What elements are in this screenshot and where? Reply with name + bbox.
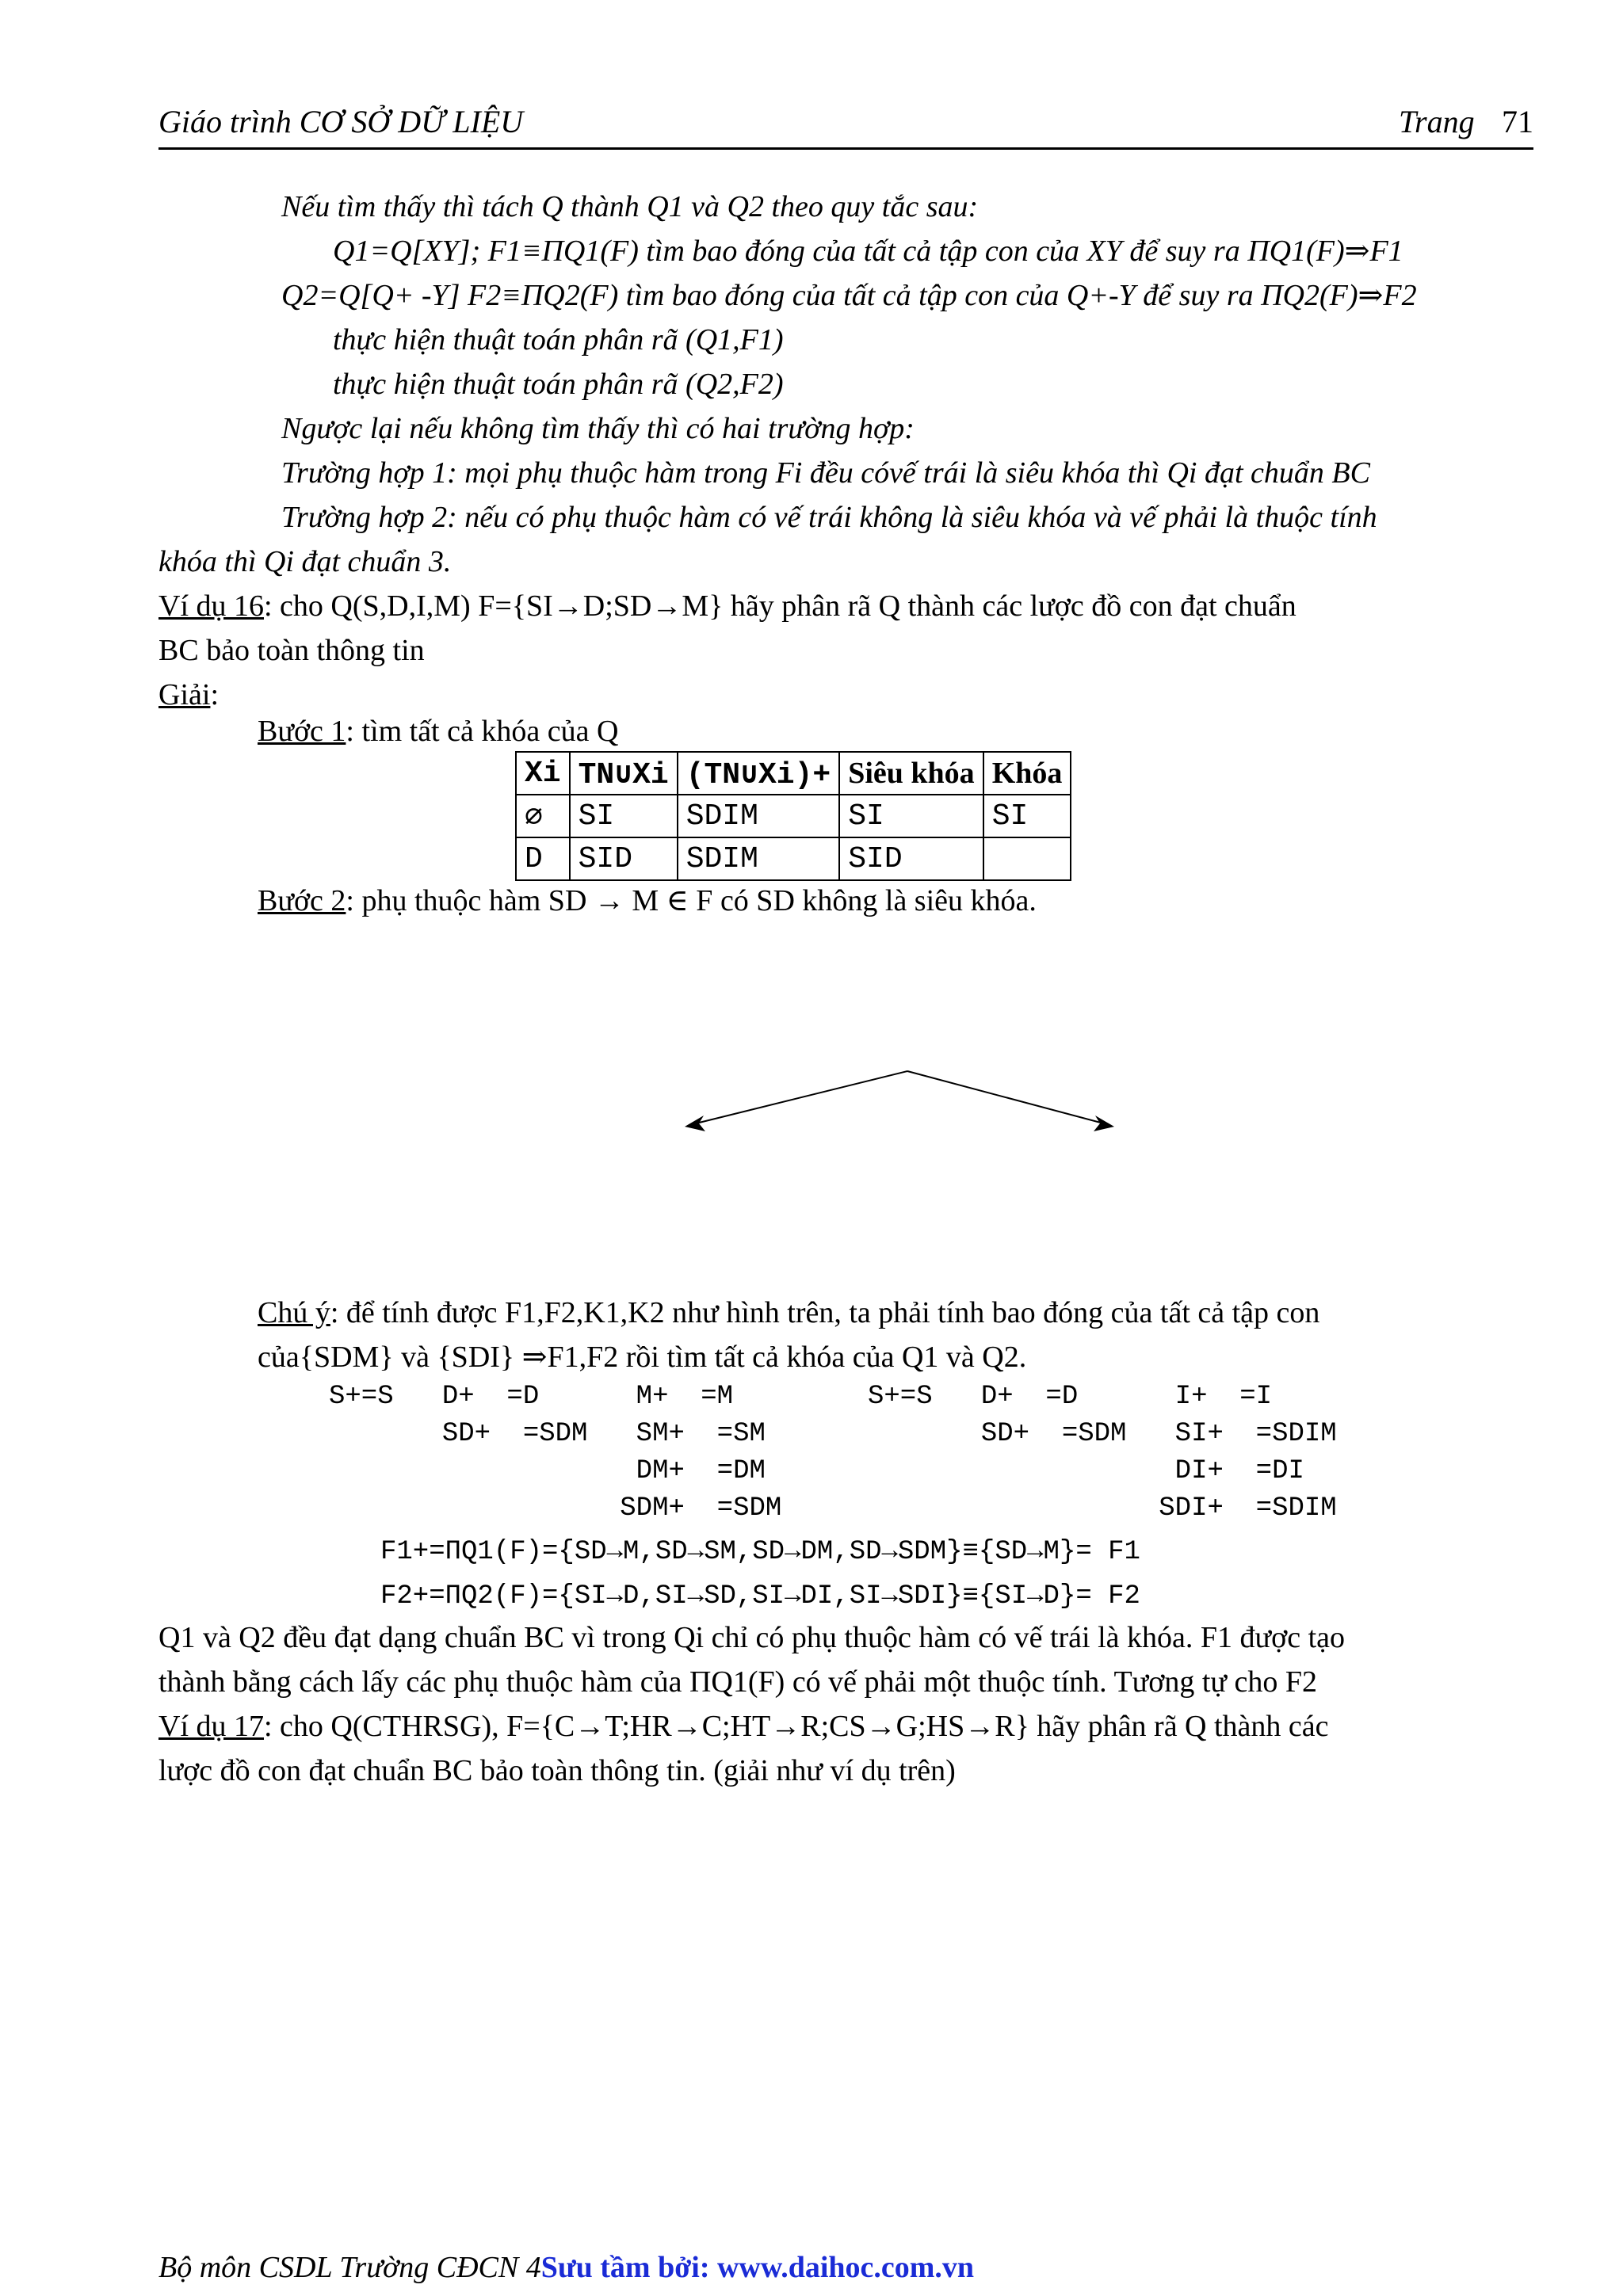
table-cell: SI (570, 795, 678, 837)
header-title: Giáo trình CƠ SỞ DỮ LIỆU (158, 104, 524, 139)
algo-line-8: Trường hợp 2: nếu có phụ thuộc hàm có vế trái không là siêu khóa và vế phải là thuộc tính (281, 501, 1377, 534)
note-line-1 (258, 1291, 1319, 1334)
table-cell: ∅ (516, 795, 570, 837)
closure-right-line: DI+ =DI (868, 1456, 1304, 1486)
table-cell: SI (983, 795, 1071, 837)
example16-label: Ví dụ 16 (158, 589, 264, 623)
closure-right-line: SDI+ =SDIM (868, 1493, 1337, 1524)
table-row (516, 795, 1071, 837)
step1-label: Bước 1 (258, 715, 346, 748)
closure-left-line: S+=S D+ =D M+ =M (329, 1382, 734, 1412)
keys-table (515, 751, 1071, 881)
keys-table-header-row (516, 752, 1071, 795)
example16-line-2: BC bảo toàn thông tin (158, 634, 425, 667)
closure-left-line: SDM+ =SDM (329, 1493, 782, 1524)
closure-left-line: DM+ =DM (329, 1456, 766, 1486)
example17-line-1 (158, 1705, 1329, 1748)
conclusion-line-1: Q1 và Q2 đều đạt dạng chuẩn BC vì trong Qi chỉ có phụ thuộc hàm có vế trái là khóa. F1 được tạo (158, 1621, 1346, 1654)
col-header-closure: (TN∪Xi)+ (678, 752, 840, 795)
closure-right-line: SD+ =SDM SI+ =SDIM (868, 1419, 1337, 1449)
table-cell: SID (839, 837, 983, 880)
footer-text: Bộ môn CSDL Trường CĐCN 4 (158, 2251, 541, 2284)
closure-right-line: S+=S D+ =D I+ =I (868, 1382, 1273, 1412)
table-cell: SDIM (678, 837, 840, 880)
arrow-right-icon (1094, 1116, 1114, 1131)
header-page-word: Trang (1399, 104, 1475, 139)
algo-line-4: thực hiện thuật toán phân rã (Q1,F1) (333, 323, 784, 357)
col-header-key: Khóa (983, 752, 1071, 795)
table-cell: D (516, 837, 570, 880)
closures-right (868, 1379, 1337, 1527)
table-cell: SID (570, 837, 678, 880)
col-header-superkey: Siêu khóa (839, 752, 983, 795)
note-text-1: : để tính được F1,F2,K1,K2 như hình trên, ta phải tính bao đóng của tất cả tập con (330, 1296, 1320, 1329)
step2-label: Bước 2 (258, 884, 346, 917)
algo-line-3: Q2=Q[Q+ -Y] F2≡ΠQ2(F) tìm bao đóng của tất cả tập con của Q+-Y để suy ra ΠQ2(F)⇒F2 (281, 279, 1417, 312)
step2-line (258, 879, 1037, 922)
header-page-number: 71 (1502, 104, 1533, 139)
algo-line-6: Ngược lại nếu không tìm thấy thì có hai trường hợp: (281, 412, 915, 445)
closures-left (329, 1379, 781, 1527)
step2-text: : phụ thuộc hàm SD → M ∈ F có SD không là siêu khóa. (346, 884, 1037, 917)
example17-text-1: : cho Q(CTHRSG), F={C→T;HR→C;HT→R;CS→G;HS→R} hãy phân rã Q thành các (264, 1710, 1329, 1743)
projection-f1: F1+=ΠQ1(F)={SD→M,SD→SM,SD→DM,SD→SDM}≡{SD→M}= F1 (380, 1537, 1140, 1567)
note-label: Chú ý (258, 1296, 330, 1329)
arrow-left-line (689, 1071, 907, 1125)
algo-line-9: khóa thì Qi đạt chuẩn 3. (158, 545, 452, 578)
example16-line-1 (158, 585, 1296, 627)
footer (158, 2250, 974, 2285)
table-row (516, 837, 1071, 880)
solution-label: Giải (158, 678, 211, 711)
example16-text-1: : cho Q(S,D,I,M) F={SI→D;SD→M} hãy phân rã Q thành các lược đồ con đạt chuẩn (264, 589, 1296, 623)
step1-text: : tìm tất cả khóa của Q (346, 715, 619, 748)
footer-source-link[interactable]: Sưu tầm bởi: www.daihoc.com.vn (540, 2251, 975, 2284)
header-rule (158, 147, 1533, 150)
arrow-left-icon (685, 1116, 705, 1131)
col-header-xi: Xi (516, 752, 570, 795)
table-cell: SDIM (678, 795, 840, 837)
solution-colon: : (210, 678, 219, 711)
example17-line-2: lược đồ con đạt chuẩn BC bảo toàn thông tin. (giải như ví dụ trên) (158, 1754, 956, 1787)
closure-left-line: SD+ =SDM SM+ =SM (329, 1419, 766, 1449)
projection-f2: F2+=ΠQ2(F)={SI→D,SI→SD,SI→DI,SI→SDI}≡{SI→D}= F2 (380, 1581, 1140, 1611)
algo-line-7: Trường hợp 1: mọi phụ thuộc hàm trong Fi đều cóvế trái là siêu khóa thì Qi đạt chuẩn BC (281, 456, 1370, 490)
algo-line-5: thực hiện thuật toán phân rã (Q2,F2) (333, 368, 784, 401)
arrow-right-line (907, 1071, 1109, 1125)
note-line-2: của{SDM} và {SDI} ⇒F1,F2 rồi tìm tất cả khóa của Q1 và Q2. (258, 1341, 1027, 1374)
step1-line (258, 710, 618, 753)
table-cell (983, 837, 1071, 880)
col-header-tn-union-xi: TN∪Xi (570, 752, 678, 795)
example17-label: Ví dụ 17 (158, 1710, 264, 1743)
table-cell: SI (839, 795, 983, 837)
algo-line-2: Q1=Q[XY]; F1≡ΠQ1(F) tìm bao đóng của tất cả tập con của XY để suy ra ΠQ1(F)⇒F1 (333, 235, 1403, 268)
solution-heading (158, 673, 219, 716)
decomposition-diagram (674, 1062, 1125, 1149)
conclusion-line-2: thành bằng cách lấy các phụ thuộc hàm của ΠQ1(F) có vế phải một thuộc tính. Tương tự cho F2 (158, 1665, 1317, 1699)
algo-line-1: Nếu tìm thấy thì tách Q thành Q1 và Q2 theo quy tắc sau: (281, 190, 979, 223)
